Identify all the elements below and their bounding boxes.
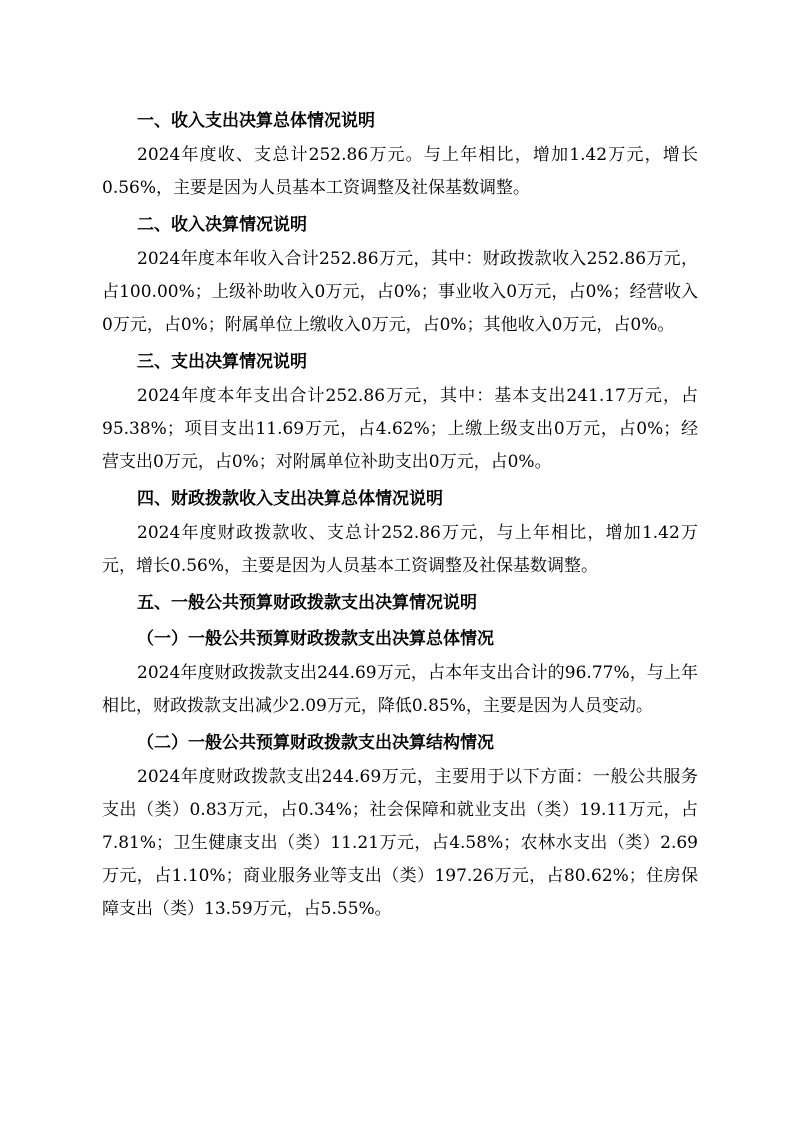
section-paragraph-3: 2024年度本年支出合计252.86万元，其中：基本支出241.17万元，占95.38%；项目支出11.69万元，占4.62%；上缴上级支出0万元，占0%；经营支出0万元，占0%；对附属单位补助支出0万元，占0%。: [102, 386, 698, 472]
section-heading-1: 一、收入支出决算总体情况说明: [137, 111, 375, 131]
document-body: [102, 103, 698, 928]
subsection-heading-5-1: （一）一般公共预算财政拨款支出决算总体情况: [137, 629, 494, 649]
section-paragraph-4: 2024年度财政拨款收、支总计252.86万元，与上年相比，增加1.42万元，增长0.56%，主要是因为人员基本工资调整及社保基数调整。: [102, 523, 698, 576]
section-heading-2: 二、收入决算情况说明: [137, 215, 307, 235]
section-paragraph-2: 2024年度本年收入合计252.86万元，其中：财政拨款收入252.86万元，占100.00%；上级补助收入0万元，占0%；事业收入0万元，占0%；经营收入0万元，占0%；附属单位上缴收入0万元，占0%；其他收入0万元，占0%。: [102, 249, 698, 335]
section-heading-5: 五、一般公共预算财政拨款支出决算情况说明: [137, 593, 477, 613]
section-heading-3: 三、支出决算情况说明: [137, 352, 307, 372]
subsection-paragraph-5-1: 2024年度财政拨款支出244.69万元，占本年支出合计的96.77%，与上年相比，财政拨款支出减少2.09万元，降低0.85%，主要是因为人员变动。: [102, 663, 698, 716]
subsection-heading-5-2: （二）一般公共预算财政拨款支出决算结构情况: [137, 733, 494, 753]
section-heading-4: 四、财政拨款收入支出决算总体情况说明: [137, 489, 443, 509]
subsection-paragraph-5-2: 2024年度财政拨款支出244.69万元，主要用于以下方面：一般公共服务支出（类）0.83万元，占0.34%；社会保障和就业支出（类）19.11万元，占7.81%；卫生健康支出（类）11.21万元，占4.58%；农林水支出（类）2.69万元，占1.10%；商业服务业等支出（类）197.26万元，占80.62%；住房保障支出（类）13.59万元，占5.55%。: [102, 767, 698, 919]
section-paragraph-1: 2024年度收、支总计252.86万元。与上年相比，增加1.42万元，增长0.56%，主要是因为人员基本工资调整及社保基数调整。: [102, 145, 698, 198]
